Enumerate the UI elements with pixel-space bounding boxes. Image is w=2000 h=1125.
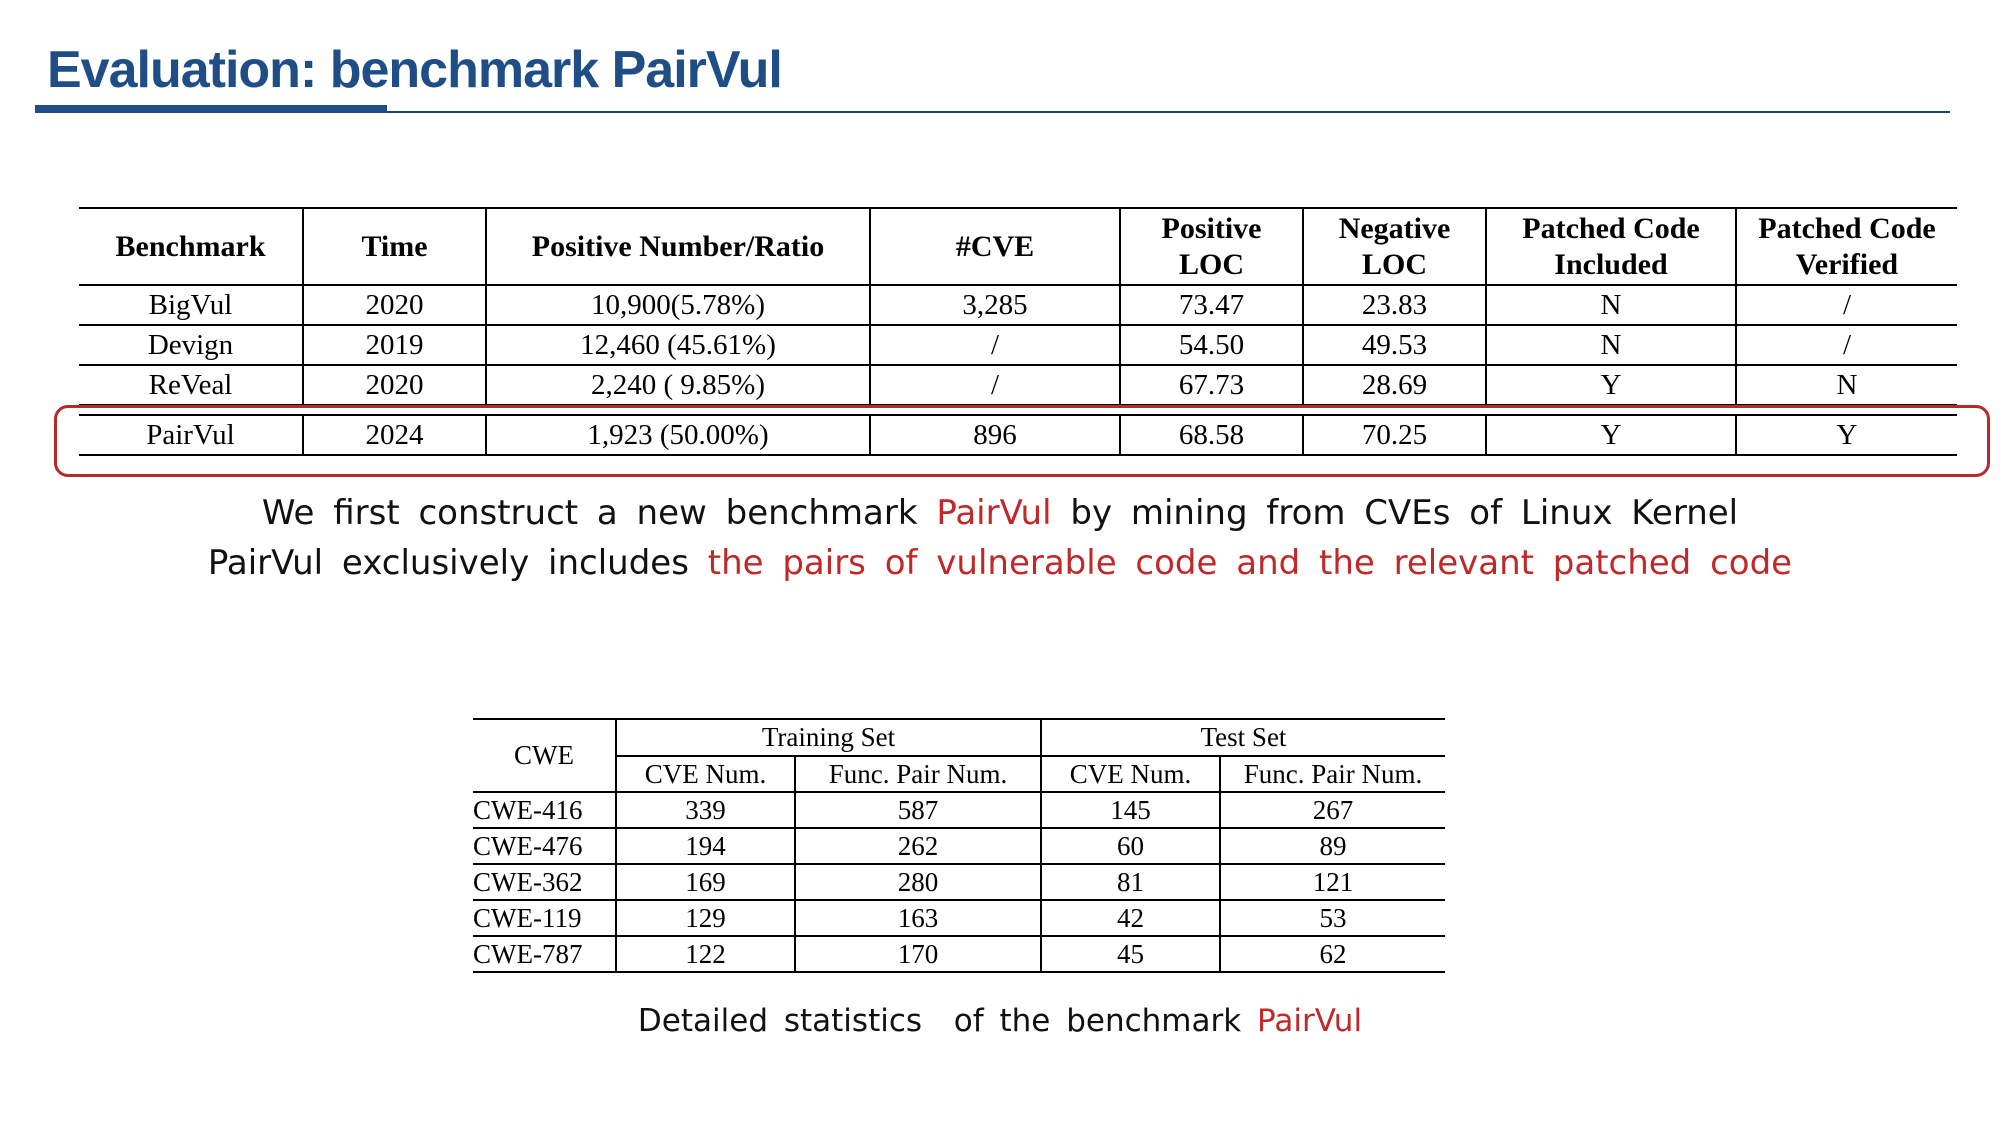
table-row bbox=[473, 828, 1445, 864]
table-cell: N bbox=[1736, 365, 1957, 405]
header-cell: Func. Pair Num. bbox=[795, 756, 1041, 792]
table-header-row bbox=[79, 208, 1957, 285]
table-cell: 280 bbox=[795, 864, 1041, 900]
table-cell: 89 bbox=[1220, 828, 1445, 864]
header-cell: Func. Pair Num. bbox=[1220, 756, 1445, 792]
table-cell: 2020 bbox=[303, 285, 486, 325]
table-cell: 587 bbox=[795, 792, 1041, 828]
table-row bbox=[79, 325, 1957, 365]
table-cell: BigVul bbox=[148, 288, 233, 321]
table-cell: 68.58 bbox=[1120, 415, 1303, 455]
table-cell: / bbox=[870, 325, 1120, 365]
corner-header: CWE bbox=[473, 719, 616, 792]
table-cell: Y bbox=[1486, 365, 1736, 405]
pairs-highlight-text: the pairs of vulnerable code and the relevant patched code bbox=[707, 543, 1793, 583]
table-cell: N bbox=[1486, 285, 1736, 325]
pairvul-highlight-box bbox=[54, 405, 1990, 477]
header-cell: CVE Num. bbox=[616, 756, 795, 792]
table-row bbox=[473, 864, 1445, 900]
table-cell: 42 bbox=[1041, 900, 1220, 936]
table-cell: 170 bbox=[795, 936, 1041, 972]
header-cell: Patched Code Verified bbox=[1736, 208, 1957, 285]
table-cell: 81 bbox=[1041, 864, 1220, 900]
header-cell: Positive Number/Ratio bbox=[486, 208, 870, 285]
description-line-2: PairVul exclusively includes the pairs of vulnerable code and the relevant patched code bbox=[207, 543, 1793, 583]
table-cell: 12,460 (45.61%) bbox=[486, 325, 870, 365]
table-cell: 49.53 bbox=[1303, 325, 1486, 365]
table-cell: 54.50 bbox=[1120, 325, 1303, 365]
table-cell: 2,240 ( 9.85%) bbox=[486, 365, 870, 405]
table-cell: N bbox=[1486, 325, 1736, 365]
table-cell: 121 bbox=[1220, 864, 1445, 900]
table-cell: 45 bbox=[1041, 936, 1220, 972]
group-header-row bbox=[473, 719, 1445, 756]
header-cell: Positive LOC bbox=[1120, 208, 1303, 285]
table-cell: 70.25 bbox=[1303, 415, 1486, 455]
table-cell: / bbox=[1736, 285, 1957, 325]
table-cell: 67.73 bbox=[1120, 365, 1303, 405]
table-cell: 2019 bbox=[303, 325, 486, 365]
table-cell: CWE-119 bbox=[473, 900, 616, 936]
table-cell: / bbox=[1736, 325, 1957, 365]
header-cell: Benchmark bbox=[115, 229, 266, 263]
cwe-statistics-table bbox=[473, 718, 1445, 973]
table-row bbox=[473, 936, 1445, 972]
table-cell: 3,285 bbox=[870, 285, 1120, 325]
table-cell: 194 bbox=[616, 828, 795, 864]
table-cell: PairVul bbox=[146, 418, 235, 451]
title-accent-bar bbox=[35, 105, 387, 113]
table-cell: CWE-476 bbox=[473, 828, 616, 864]
table-cell: 10,900(5.78%) bbox=[486, 285, 870, 325]
table-cell: Devign bbox=[147, 328, 234, 361]
table-cell: ReVeal bbox=[148, 368, 233, 401]
caption-highlight: PairVul bbox=[1257, 1003, 1363, 1039]
table-cell: / bbox=[870, 365, 1120, 405]
table-row bbox=[79, 365, 1957, 405]
table-row bbox=[473, 792, 1445, 828]
slide-title: Evaluation: benchmark PairVul bbox=[47, 41, 782, 99]
table-row bbox=[473, 900, 1445, 936]
test-set-header: Test Set bbox=[1041, 719, 1445, 756]
table-cell: 163 bbox=[795, 900, 1041, 936]
table-cell: 73.47 bbox=[1120, 285, 1303, 325]
table-cell: 262 bbox=[795, 828, 1041, 864]
header-cell: CVE Num. bbox=[1041, 756, 1220, 792]
table-cell: CWE-416 bbox=[473, 792, 616, 828]
table-cell: CWE-362 bbox=[473, 864, 616, 900]
table-cell: 1,923 (50.00%) bbox=[486, 415, 870, 455]
table-row bbox=[79, 285, 1957, 325]
table-cell: 28.69 bbox=[1303, 365, 1486, 405]
table-cell: 60 bbox=[1041, 828, 1220, 864]
table-cell: 2020 bbox=[303, 365, 486, 405]
table-cell: 2024 bbox=[303, 415, 486, 455]
table-cell: CWE-787 bbox=[473, 936, 616, 972]
table-cell: 122 bbox=[616, 936, 795, 972]
table-caption: Detailed statistics of the benchmark PairVul bbox=[637, 1003, 1363, 1039]
header-cell: Negative LOC bbox=[1303, 208, 1486, 285]
pairvul-highlight-text: PairVul bbox=[936, 493, 1052, 533]
table-cell: 53 bbox=[1220, 900, 1445, 936]
table-cell: 267 bbox=[1220, 792, 1445, 828]
header-cell: Time bbox=[303, 208, 486, 285]
table-cell: 129 bbox=[616, 900, 795, 936]
table-cell: 896 bbox=[870, 415, 1120, 455]
subheader-row bbox=[473, 756, 1445, 792]
training-set-header: Training Set bbox=[616, 719, 1041, 756]
table-cell: 62 bbox=[1220, 936, 1445, 972]
table-cell: Y bbox=[1486, 415, 1736, 455]
description-line-1: We first construct a new benchmark PairVul by mining from CVEs of Linux Kernel bbox=[261, 493, 1739, 533]
table-cell: 23.83 bbox=[1303, 285, 1486, 325]
table-cell: 169 bbox=[616, 864, 795, 900]
table-cell: 145 bbox=[1041, 792, 1220, 828]
table-cell: 339 bbox=[616, 792, 795, 828]
header-cell: Patched Code Included bbox=[1486, 208, 1736, 285]
table-cell: Y bbox=[1736, 415, 1957, 455]
header-cell: #CVE bbox=[870, 208, 1120, 285]
